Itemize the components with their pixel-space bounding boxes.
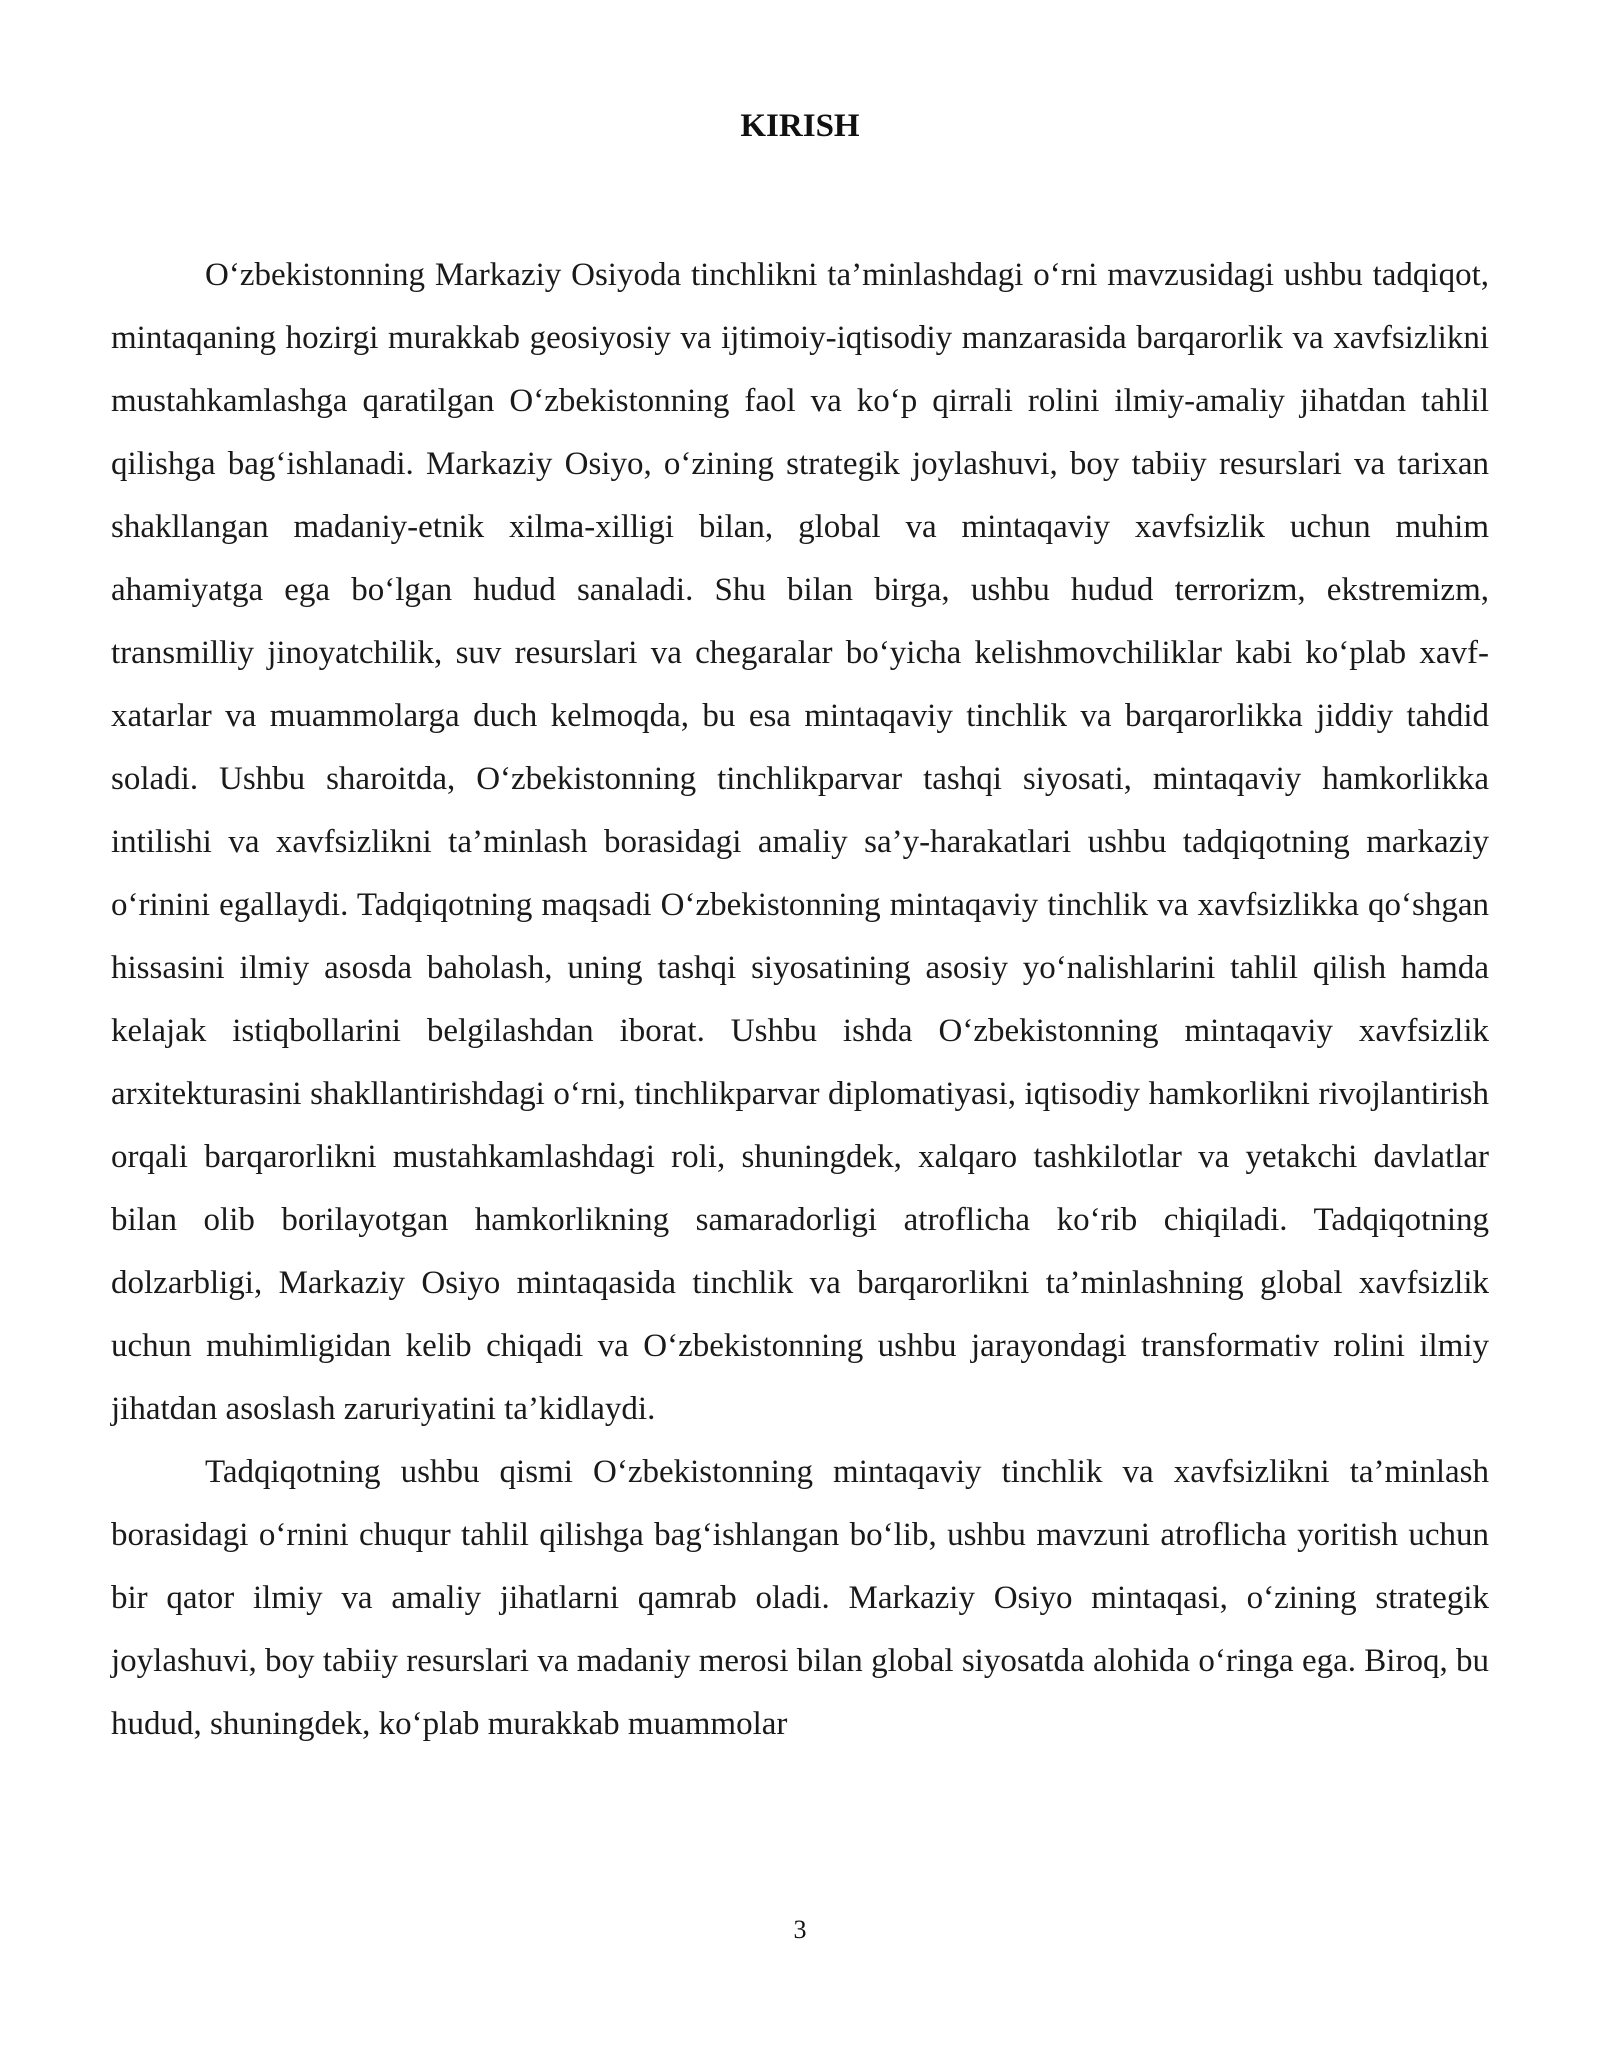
body-text (111, 244, 1489, 1756)
paragraph-1: O‘zbekistonning Markaziy Osiyoda tinchlikni ta’minlashdagi o‘rni mavzusidagi ushbu tadqiqot, mintaqaning hozirgi murakkab geosiyosiy va ijtimoiy-iqtisodiy manzarasida barqarorlik va xavfsizlikni mustahkamlashga qaratilgan O‘zbekistonning faol va ko‘p qirrali rolini ilmiy-amaliy jihatdan tahlil qilishga bag‘ishlanadi. Markaziy Osiyo, o‘zining strategik joylashuvi, boy tabiiy resurslari va tarixan shakllangan madaniy-etnik xilma-xilligi bilan, global va mintaqaviy xavfsizlik uchun muhim ahamiyatga ega bo‘lgan hudud sanaladi. Shu bilan birga, ushbu hudud terrorizm, ekstremizm, transmilliy jinoyatchilik, suv resurslari va chegaralar bo‘yicha kelishmovchiliklar kabi ko‘plab xavf-xatarlar va muammolarga duch kelmoqda, bu esa mintaqaviy tinchlik va barqarorlikka jiddiy tahdid soladi. Ushbu sharoitda, O‘zbekistonning tinchlikparvar tashqi siyosati, mintaqaviy hamkorlikka intilishi va xavfsizlikni ta’minlash borasidagi amaliy sa’y-harakatlari ushbu tadqiqotning markaziy o‘rinini egallaydi. Tadqiqotning maqsadi O‘zbekistonning mintaqaviy tinchlik va xavfsizlikka qo‘shgan hissasini ilmiy asosda baholash, uning tashqi siyosatining asosiy yo‘nalishlarini tahlil qilish hamda kelajak istiqbollarini belgilashdan iborat. Ushbu ishda O‘zbekistonning mintaqaviy xavfsizlik arxitekturasini shakllantirishdagi o‘rni, tinchlikparvar diplomatiyasi, iqtisodiy hamkorlikni rivojlantirish orqali barqarorlikni mustahkamlashdagi roli, shuningdek, xalqaro tashkilotlar va yetakchi davlatlar bilan olib borilayotgan hamkorlikning samaradorligi atroflicha ko‘rib chiqiladi. Tadqiqotning dolzarbligi, Markaziy Osiyo mintaqasida tinchlik va barqarorlikni ta’minlashning global xavfsizlik uchun muhimligidan kelib chiqadi va O‘zbekistonning ushbu jarayondagi transformativ rolini ilmiy jihatdan asoslash zaruriyatini ta’kidlaydi. (111, 257, 1489, 1427)
section-title: KIRISH (740, 108, 860, 144)
page-number: 3 (793, 1915, 807, 1944)
paragraph-2: Tadqiqotning ushbu qismi O‘zbekistonning mintaqaviy tinchlik va xavfsizlikni ta’minlash borasidagi o‘rnini chuqur tahlil qilishga bag‘ishlangan bo‘lib, ushbu mavzuni atroflicha yoritish uchun bir qator ilmiy va amaliy jihatlarni qamrab oladi. Markaziy Osiyo mintaqasi, o‘zining strategik joylashuvi, boy tabiiy resurslari va madaniy merosi bilan global siyosatda alohida o‘ringa ega. Biroq, bu hudud, shuningdek, ko‘plab murakkab muammolar (111, 1454, 1489, 1742)
